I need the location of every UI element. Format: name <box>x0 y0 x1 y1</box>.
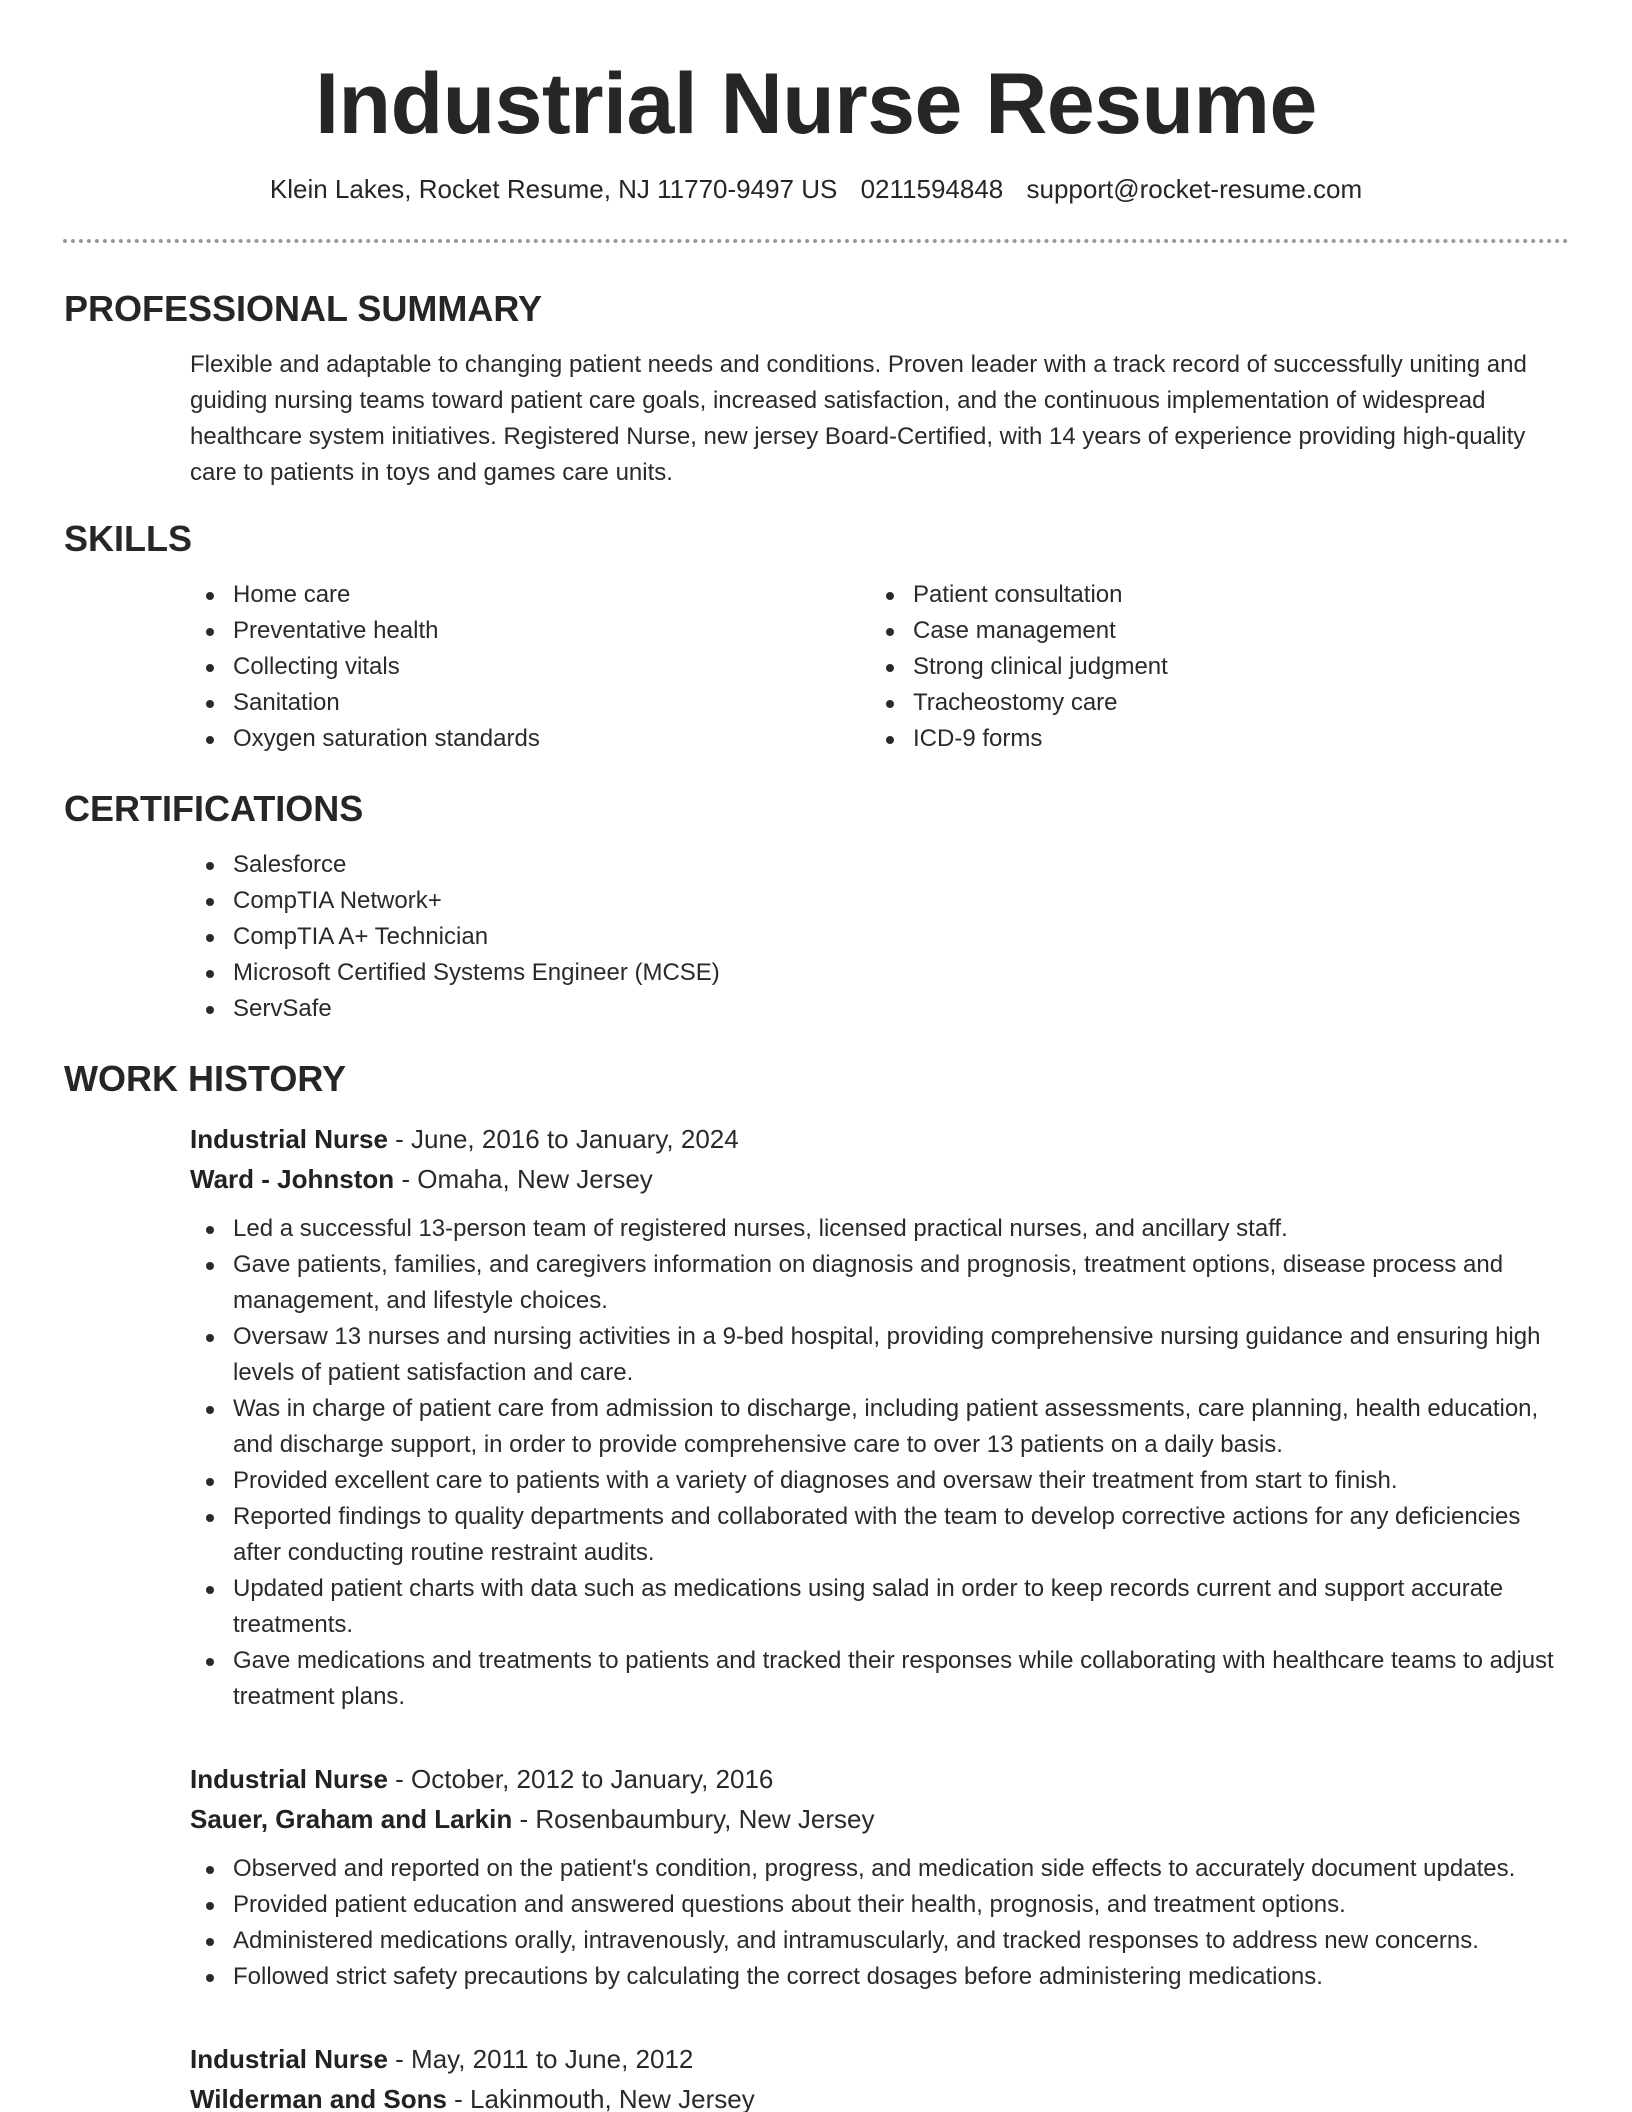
certification-item: Microsoft Certified Systems Engineer (MCSE) <box>190 955 1569 991</box>
contact-line <box>0 172 1632 206</box>
job-bullet: Followed strict safety precautions by calculating the correct dosages before administering medications. <box>190 1959 1569 1995</box>
job-bullets <box>190 1211 1569 1715</box>
job-entry <box>190 1759 1569 1995</box>
skill-item: Home care <box>190 577 870 613</box>
job-bullet: Oversaw 13 nurses and nursing activities in a 9-bed hospital, providing comprehensive nursing guidance and ensuring high levels of patient satisfaction and care. <box>190 1319 1569 1391</box>
certification-item: ServSafe <box>190 991 1569 1027</box>
job-title: Industrial Nurse <box>190 1124 388 1154</box>
job-bullet: Observed and reported on the patient's condition, progress, and medication side effects to accurately document updates. <box>190 1851 1569 1887</box>
job-bullet: Updated patient charts with data such as medications using salad in order to keep records current and support accurate treatments. <box>190 1571 1569 1643</box>
job-company-line: Ward - Johnston - Omaha, New Jersey <box>190 1164 653 1194</box>
job-location: Omaha, New Jersey <box>417 1164 653 1194</box>
job-company: Sauer, Graham and Larkin <box>190 1804 513 1834</box>
job-bullets <box>190 1851 1569 1995</box>
skills-column-left <box>190 577 870 757</box>
page-title: Industrial Nurse Resume <box>315 56 1317 152</box>
job-dates: May, 2011 to June, 2012 <box>411 2044 694 2074</box>
job-bullet: Gave medications and treatments to patients and tracked their responses while collaborating with healthcare teams to adjust treatment plans. <box>190 1643 1569 1715</box>
certifications-list <box>190 847 1569 1027</box>
job-bullet: Gave patients, families, and caregivers information on diagnosis and prognosis, treatment options, disease process and management, and lifestyle choices. <box>190 1247 1569 1319</box>
skill-item: Sanitation <box>190 685 870 721</box>
job-title: Industrial Nurse <box>190 2044 388 2074</box>
job-dates: June, 2016 to January, 2024 <box>411 1124 739 1154</box>
summary-heading: PROFESSIONAL SUMMARY <box>64 288 543 329</box>
certification-item: Salesforce <box>190 847 1569 883</box>
job-location: Rosenbaumbury, New Jersey <box>535 1804 875 1834</box>
job-title: Industrial Nurse <box>190 1764 388 1794</box>
skill-item: Collecting vitals <box>190 649 870 685</box>
job-title-line: Industrial Nurse - June, 2016 to January, 2024 <box>190 1124 739 1154</box>
skills-list <box>190 577 1569 757</box>
job-bullet: Administered medications orally, intravenously, and intramuscularly, and tracked responses to address new concerns. <box>190 1923 1569 1959</box>
job-company: Wilderman and Sons <box>190 2084 447 2112</box>
job-entry <box>190 1119 1569 1715</box>
summary-text: Flexible and adaptable to changing patient needs and conditions. Proven leader with a track record of successfully uniting and guiding nursing teams toward patient care goals, increased satisfaction, and the continuous implementation of widespread healthcare system initiatives. Registered Nurse, new jersey Board-Certified, with 14 years of experience providing high-quality care to patients in toys and games care units. <box>190 351 1527 486</box>
job-bullet: Provided excellent care to patients with a variety of diagnoses and oversaw their treatment from start to finish. <box>190 1463 1569 1499</box>
work-history-heading: WORK HISTORY <box>64 1058 347 1099</box>
contact-address: Klein Lakes, Rocket Resume, NJ 11770-9497 US <box>269 174 838 204</box>
job-dates: October, 2012 to January, 2016 <box>411 1764 774 1794</box>
skill-item: Oxygen saturation standards <box>190 721 870 757</box>
contact-email: support@rocket-resume.com <box>1026 174 1363 204</box>
skills-column-right <box>870 577 1550 757</box>
certifications-heading: CERTIFICATIONS <box>64 788 364 829</box>
header-divider <box>63 239 1569 243</box>
skills-heading: SKILLS <box>64 518 193 559</box>
job-location: Lakinmouth, New Jersey <box>470 2084 755 2112</box>
skill-item: Case management <box>870 613 1550 649</box>
job-title-line: Industrial Nurse - May, 2011 to June, 2012 <box>190 2044 694 2074</box>
skill-item: Preventative health <box>190 613 870 649</box>
skill-item: ICD-9 forms <box>870 721 1550 757</box>
job-bullet: Reported findings to quality departments and collaborated with the team to develop corrective actions for any deficiencies after conducting routine restraint audits. <box>190 1499 1569 1571</box>
job-bullet: Led a successful 13-person team of registered nurses, licensed practical nurses, and ancillary staff. <box>190 1211 1569 1247</box>
skill-item: Strong clinical judgment <box>870 649 1550 685</box>
job-bullet: Provided patient education and answered questions about their health, prognosis, and treatment options. <box>190 1887 1569 1923</box>
job-company: Ward - Johnston <box>190 1164 395 1194</box>
certification-item: CompTIA Network+ <box>190 883 1569 919</box>
certification-item: CompTIA A+ Technician <box>190 919 1569 955</box>
skill-item: Tracheostomy care <box>870 685 1550 721</box>
job-company-line: Wilderman and Sons - Lakinmouth, New Jersey <box>190 2084 755 2112</box>
job-bullet: Was in charge of patient care from admission to discharge, including patient assessments, care planning, health education, and discharge support, in order to provide comprehensive care to over 13 patients on a daily basis. <box>190 1391 1569 1463</box>
job-company-line: Sauer, Graham and Larkin - Rosenbaumbury, New Jersey <box>190 1804 875 1834</box>
job-title-line: Industrial Nurse - October, 2012 to January, 2016 <box>190 1764 774 1794</box>
contact-phone: 0211594848 <box>860 174 1004 204</box>
skill-item: Patient consultation <box>870 577 1550 613</box>
job-entry <box>190 2039 1569 2112</box>
